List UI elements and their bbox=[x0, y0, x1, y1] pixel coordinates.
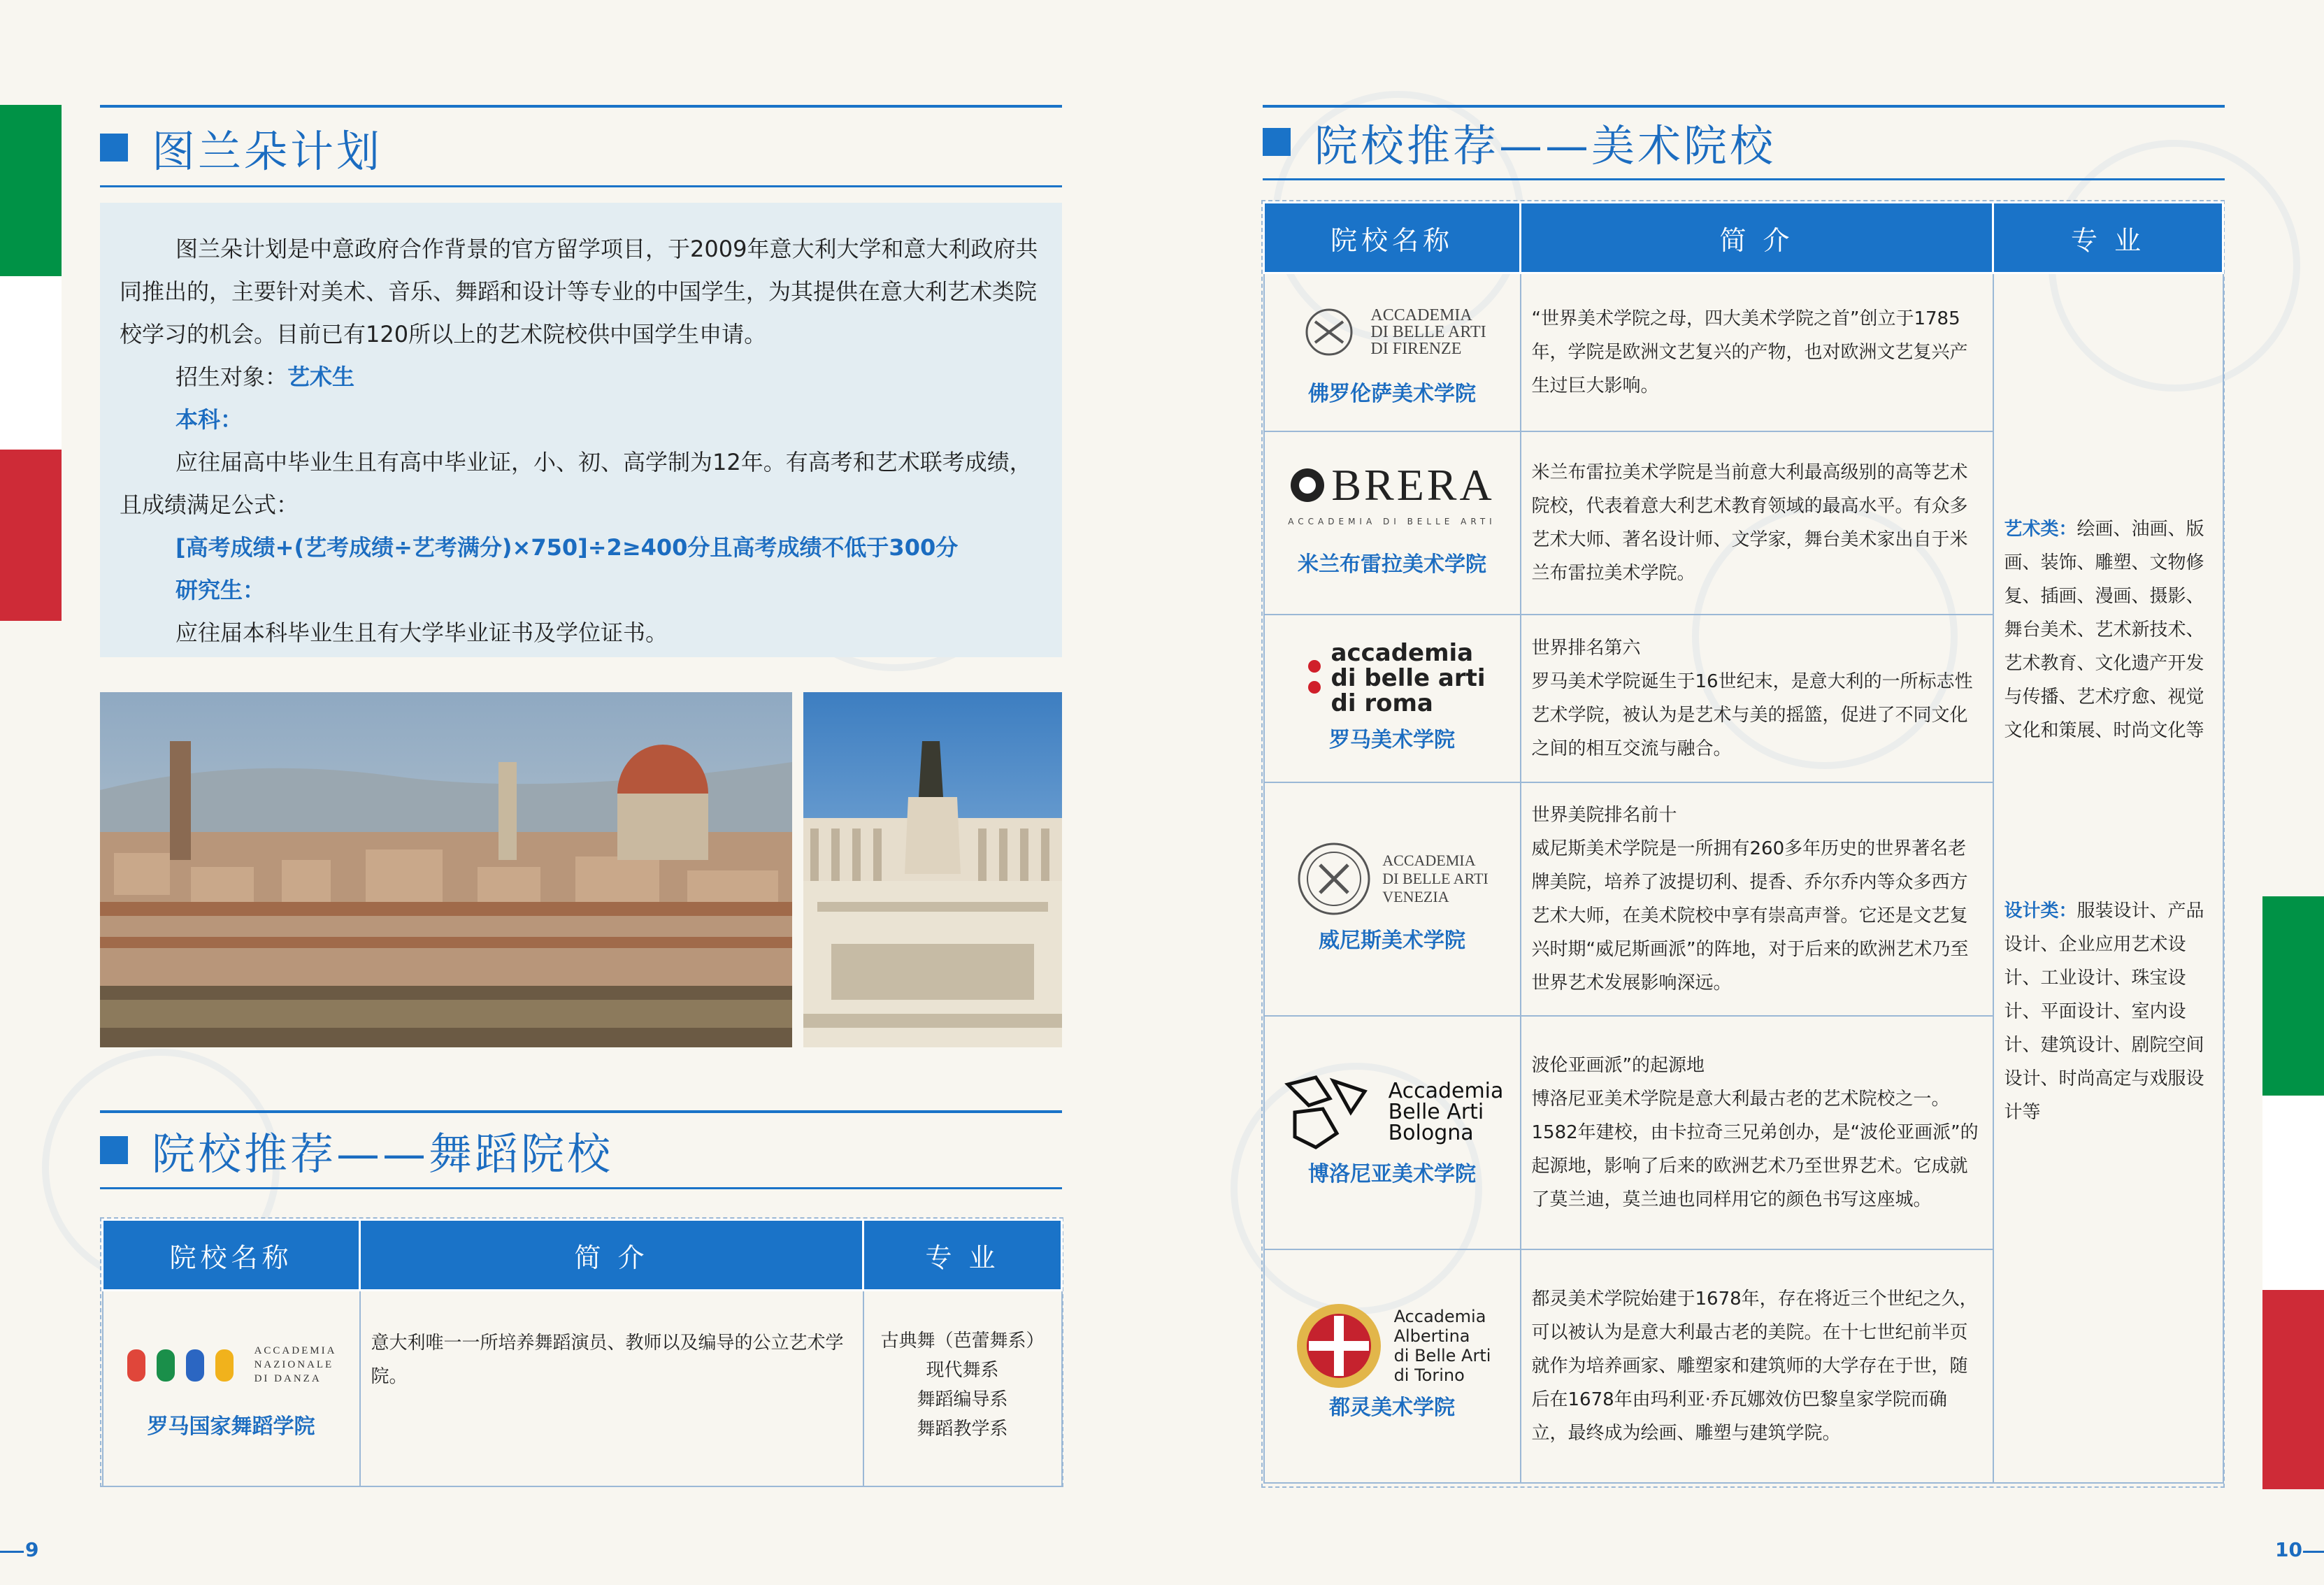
logo-text: di Torino bbox=[1393, 1365, 1465, 1385]
section-heading-dance bbox=[100, 1119, 613, 1182]
grad-label: 研究生： bbox=[175, 577, 266, 603]
section-rule bbox=[1263, 105, 2225, 108]
flag-green-left bbox=[0, 105, 62, 276]
logo-text: DI FIRENZE bbox=[1370, 339, 1462, 358]
logo-text: accademia bbox=[1330, 638, 1474, 667]
firenze-crest-icon bbox=[1298, 304, 1361, 360]
logo-text: di roma bbox=[1330, 689, 1433, 717]
danza-logo bbox=[104, 1326, 359, 1403]
flag-green-right bbox=[2262, 896, 2324, 1096]
desc-cell bbox=[1521, 615, 1993, 782]
art-major-label: 艺术类： bbox=[2004, 519, 2077, 540]
logo-text: Bologna bbox=[1388, 1120, 1474, 1145]
school-name: 博洛尼亚美术学院 bbox=[1308, 1161, 1476, 1186]
logo-text: Albertina bbox=[1393, 1326, 1470, 1346]
school-cell bbox=[1264, 1016, 1521, 1249]
section-rule bbox=[100, 105, 1062, 108]
rome-monument-photo bbox=[803, 692, 1062, 1047]
school-name: 罗马国家舞蹈学院 bbox=[147, 1414, 315, 1439]
logo-text: Accademia bbox=[1393, 1306, 1486, 1326]
header-school: 院校名称 bbox=[103, 1220, 360, 1291]
major-cell bbox=[1993, 273, 2223, 1483]
section-rule bbox=[100, 1187, 1062, 1189]
desc-cell bbox=[1521, 782, 1993, 1016]
undergrad-label: 本科： bbox=[175, 406, 243, 433]
school-desc: 米兰布雷拉美术学院是当前意大利最高级别的高等艺术院校，代表着意大利艺术教育领域的最高水平。有众多艺术大师、著名设计师、文学家，舞台美术家出自于米兰布雷拉美术学院。 bbox=[1531, 461, 1968, 584]
brera-seal-icon bbox=[1289, 467, 1326, 503]
logo-text: Accademia bbox=[1388, 1078, 1504, 1103]
school-cell bbox=[1264, 1249, 1521, 1483]
danza-logo-icon bbox=[126, 1344, 245, 1386]
intro-panel bbox=[100, 203, 1062, 657]
heading-square-icon bbox=[1263, 128, 1291, 156]
major-item: 现代舞系 bbox=[926, 1360, 999, 1381]
dance-table bbox=[101, 1219, 1063, 1487]
logo-text: di belle arti bbox=[1330, 664, 1486, 692]
design-majors bbox=[1995, 894, 2222, 1129]
section-rule bbox=[1263, 178, 2225, 180]
bologna-figure-icon bbox=[1281, 1070, 1379, 1154]
target-label: 招生对象： bbox=[175, 364, 288, 390]
flag-red-left bbox=[0, 450, 62, 621]
school-name: 佛罗伦萨美术学院 bbox=[1308, 381, 1476, 406]
logo-text: Belle Arti bbox=[1388, 1099, 1484, 1124]
desc-cell bbox=[1521, 1249, 1993, 1483]
school-name: 罗马美术学院 bbox=[1329, 727, 1455, 752]
table-row bbox=[103, 1291, 1062, 1486]
header-school: 院校名称 bbox=[1264, 203, 1521, 273]
section-rule bbox=[100, 1110, 1062, 1113]
header-major: 专 业 bbox=[863, 1220, 1062, 1291]
logo-text: ACCADEMIA DI BELLE ARTI bbox=[1288, 516, 1496, 526]
logo-text: ACCADEMIA bbox=[1370, 306, 1472, 324]
target-value: 艺术生 bbox=[287, 364, 355, 390]
desc-cell bbox=[1521, 431, 1993, 615]
roma-logo bbox=[1265, 640, 1519, 717]
heading-square-icon bbox=[100, 134, 128, 162]
school-cell bbox=[103, 1291, 360, 1486]
page-line bbox=[2303, 1551, 2324, 1553]
header-intro: 简 介 bbox=[1521, 203, 1993, 273]
major-item: 舞蹈教学系 bbox=[917, 1419, 1008, 1440]
florence-photo bbox=[100, 692, 792, 1047]
heading-square-icon bbox=[100, 1136, 128, 1164]
art-majors bbox=[1995, 512, 2222, 747]
major-cell bbox=[863, 1291, 1062, 1486]
art-table bbox=[1263, 201, 2224, 1484]
section-title: 院校推荐——舞蹈院校 bbox=[152, 1128, 614, 1179]
roma-dots-icon bbox=[1307, 654, 1321, 703]
bologna-logo bbox=[1265, 1074, 1519, 1151]
section-title: 图兰朵计划 bbox=[152, 125, 383, 177]
major-item: 古典舞（芭蕾舞系） bbox=[880, 1331, 1045, 1351]
logo-text: DI DANZA bbox=[254, 1373, 322, 1384]
logo-text: NAZIONALE bbox=[254, 1359, 334, 1370]
undergrad-text: 应往届高中毕业生且有高中毕业证，小、初、高学制为12年。有高考和艺术联考成绩，且成绩满足公式： bbox=[120, 449, 1032, 518]
header-major: 专 业 bbox=[1993, 203, 2223, 273]
flag-white-left bbox=[0, 276, 62, 450]
section-title: 院校推荐——美术院校 bbox=[1314, 120, 1777, 171]
design-major-list: 服装设计、产品设计、企业应用艺术设计、工业设计、珠宝设计、平面设计、室内设计、建筑设计、剧院空间设计、时尚高定与戏服设计等 bbox=[2004, 901, 2204, 1123]
section-heading-art bbox=[1263, 110, 1776, 173]
page-number-left: 9 bbox=[25, 1538, 39, 1561]
design-major-label: 设计类： bbox=[2004, 901, 2077, 921]
desc-cell bbox=[1521, 1016, 1993, 1249]
logo-text: DI BELLE ARTI bbox=[1370, 322, 1486, 341]
venezia-logo bbox=[1265, 840, 1519, 917]
logo-text: ACCADEMIA bbox=[254, 1345, 337, 1356]
school-name: 都灵美术学院 bbox=[1329, 1395, 1455, 1420]
page-number-right: 10 bbox=[2275, 1538, 2302, 1561]
school-desc: 都灵美术学院始建于1678年，存在将近三个世纪之久，可以被认为是意大利最古老的美院。在十七世纪前半页就作为培养画家、雕塑家和建筑师的大学存在于世，随后在1678年由玛利亚·乔瓦娜效仿巴黎皇家学院而确立，最终成为绘画、雕塑与建筑学院。 bbox=[1531, 1288, 1978, 1444]
brera-logo bbox=[1265, 459, 1519, 541]
logo-text: di Belle Arti bbox=[1393, 1345, 1491, 1365]
school-desc: 世界排名第六 罗马美术学院诞生于16世纪末，是意大利的一所标志性艺术学院，被认为是艺术与美的摇篮，促进了不同文化之间的相互交流与融合。 bbox=[1531, 637, 1973, 759]
school-desc: 意大利唯一一所培养舞蹈演员、教师以及编导的公立艺术学院。 bbox=[371, 1333, 844, 1387]
venezia-seal-icon bbox=[1296, 840, 1372, 917]
formula: [高考成绩+(艺考成绩÷艺考满分)×750]÷2≥400分且高考成绩不低于300分 bbox=[175, 534, 959, 561]
torino-logo bbox=[1265, 1307, 1519, 1384]
desc-cell bbox=[1521, 273, 1993, 431]
flag-white-right bbox=[2262, 1096, 2324, 1290]
table-row bbox=[1264, 273, 2223, 431]
header-intro: 简 介 bbox=[360, 1220, 863, 1291]
logo-text: VENEZIA bbox=[1382, 887, 1449, 905]
school-name: 米兰布雷拉美术学院 bbox=[1298, 552, 1486, 577]
section-heading-turandot bbox=[100, 116, 382, 179]
grad-text: 应往届本科毕业生且有大学毕业证书及学位证书。 bbox=[175, 619, 668, 646]
major-item: 舞蹈编导系 bbox=[917, 1389, 1008, 1410]
school-name: 威尼斯美术学院 bbox=[1319, 928, 1465, 953]
section-rule bbox=[100, 185, 1062, 187]
logo-text: ACCADEMIA bbox=[1382, 851, 1476, 869]
school-desc: “世界美术学院之母，四大美术学院之首”创立于1785年，学院是欧洲文艺复兴的产物，也对欧洲文艺复兴产生过巨大影响。 bbox=[1531, 308, 1968, 396]
desc-cell bbox=[360, 1291, 863, 1486]
flag-red-right bbox=[2262, 1290, 2324, 1489]
school-cell bbox=[1264, 431, 1521, 615]
art-major-list: 绘画、油画、版画、装饰、雕塑、文物修复、插画、漫画、摄影、舞台美术、艺术新技术、艺术教育、文化遗产开发与传播、艺术疗愈、视觉文化和策展、时尚文化等 bbox=[2004, 519, 2204, 741]
school-desc: 波伦亚画派”的起源地 博洛尼亚美术学院是意大利最古老的艺术院校之一。1582年建校，由卡拉奇三兄弟创办，是“波伦亚画派”的起源地，影响了后来的欧洲艺术乃至世界艺术。它成就了莫兰迪，莫兰迪也同样用它的颜色书写这座城。 bbox=[1531, 1054, 1979, 1210]
page-line bbox=[0, 1551, 24, 1553]
logo-text: BRERA bbox=[1331, 459, 1495, 510]
school-cell bbox=[1264, 273, 1521, 431]
school-cell bbox=[1264, 782, 1521, 1016]
intro-paragraph: 图兰朵计划是中意政府合作背景的官方留学项目，于2009年意大利大学和意大利政府共同推出的，主要针对美术、音乐、舞蹈和设计等专业的中国学生，为其提供在意大利艺术类院校学习的机会。目前已有120所以上的艺术院校供中国学生申请。 bbox=[120, 236, 1038, 347]
school-desc: 世界美院排名前十 威尼斯美术学院是一所拥有260多年历史的世界著名老牌美院，培养了波提切利、提香、乔尔乔内等众多西方艺术大师，在美术院校中享有崇高声誉。它还是文艺复兴时期“威尼斯画派”的阵地，对于后来的欧洲艺术乃至世界艺术发展影响深远。 bbox=[1531, 804, 1969, 994]
torino-crest-icon bbox=[1293, 1300, 1384, 1391]
logo-text: DI BELLE ARTI bbox=[1382, 869, 1489, 887]
school-cell bbox=[1264, 615, 1521, 782]
firenze-logo bbox=[1265, 294, 1519, 371]
